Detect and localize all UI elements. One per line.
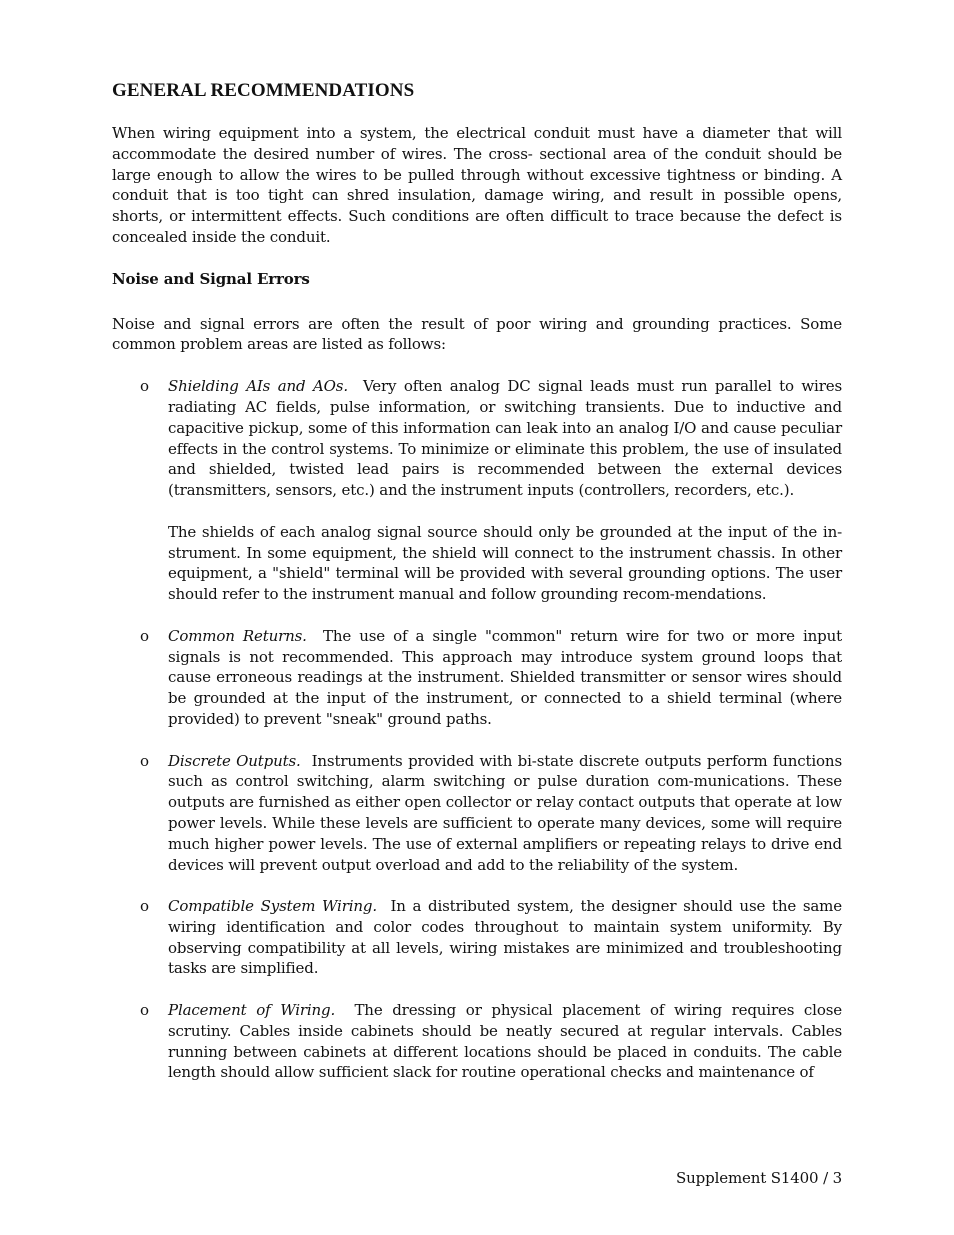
bullet-marker: o	[140, 1001, 150, 1020]
list-item-paragraph	[168, 896, 842, 979]
list-item-text: The dressing or physical placement of wiring requires close scrutiny. Cables inside cabinets should be neatly secured at regular intervals. Cables running between cabinets at different locations should be placed in conduits. The cable length should allow sufficient slack for routine operational checks and maintenance of	[168, 1001, 842, 1082]
bullet-marker: o	[140, 377, 150, 396]
section-heading: GENERAL RECOMMENDATIONS	[112, 80, 415, 101]
list-item-compatible-wiring	[112, 896, 842, 979]
bullet-marker: o	[140, 751, 150, 770]
list-item-text: Very often analog DC signal leads must run parallel to wires radiating AC fields, pulse information, or switching transients. Due to inductive and capacitive pickup, some of this information can leak into an analog I/O and cause peculiar effects in the control systems. To minimize or eliminate this problem, the use of insulated and shielded, twisted lead pairs is recommended between the external devices (transmitters, sensors, etc.) and the instrument inputs (controllers, recorders, etc.).	[168, 377, 842, 500]
problem-areas-list	[112, 376, 842, 1083]
list-item-placement	[112, 1000, 842, 1083]
list-item-paragraph	[168, 751, 842, 876]
list-item-lead: Compatible System Wiring.	[168, 897, 377, 916]
bullet-marker: o	[140, 897, 150, 916]
list-item-common-returns	[112, 626, 842, 730]
list-item-text: Instruments provided with bi-state discrete outputs perform functions such as control switching, alarm switching or pulse duration com-munications. These outputs are furnished as either open collector or relay contact outputs that operate at low power levels. While these levels are sufficient to operate many devices, some will require much higher power levels. The use of external amplifiers or repeating relays to drive end devices will prevent output overload and add to the reliability of the system.	[168, 751, 842, 874]
page-footer: Supplement S1400 / 3	[676, 1169, 842, 1187]
list-item-lead: Shielding AIs and AOs.	[168, 377, 348, 396]
intro-paragraph: When wiring equipment into a system, the electrical conduit must have a diameter that will accommodate the desired number of wires. The cross- sectional area of the conduit should be large enough to allow the wires to be pulled through without excessive tightness or binding. A conduit that is too tight can shred insulation, damage wiring, and result in possible opens, shorts, or intermittent effects. Such conditions are often difficult to trace because the defect is concealed inside the conduit.	[112, 124, 842, 246]
list-item-lead: Placement of Wiring.	[168, 1001, 336, 1020]
subsection-heading: Noise and Signal Errors	[112, 269, 310, 288]
list-item-paragraph	[168, 1000, 842, 1083]
list-item-text: The use of a single "common" return wire for two or more input signals is not recommended. This approach may introduce system ground loops that cause erroneous readings at the instrument. Shielded transmitter or sensor wires should be grounded at the input of the instrument, or connected to a shield terminal (where provided) to prevent "sneak" ground paths.	[168, 626, 842, 728]
list-item-paragraph	[168, 626, 842, 730]
list-item-extra-paragraph: The shields of each analog signal source should only be grounded at the input of the in-strument. In some equipment, the shield will connect to the instrument chassis. In other equipment, a "shield" terminal will be provided with several grounding options. The user should refer to the instrument manual and follow grounding recom-mendations.	[168, 522, 842, 604]
list-item-discrete-outputs	[112, 751, 842, 876]
bullet-marker: o	[140, 626, 150, 645]
document-page	[112, 78, 842, 1104]
list-item-text: In a distributed system, the designer should use the same wiring identification and color codes throughout to maintain system uniformity. By observing compatibility at all levels, wiring mistakes are minimized and troubleshooting tasks are simplified.	[168, 897, 842, 978]
list-item-paragraph	[168, 376, 842, 501]
list-item-lead: Discrete Outputs.	[168, 751, 301, 770]
list-item-shielding	[112, 376, 842, 605]
noise-intro-paragraph: Noise and signal errors are often the result of poor wiring and grounding practices. Some common problem areas are listed as follows:	[112, 314, 842, 354]
list-item-lead: Common Returns.	[168, 626, 307, 645]
